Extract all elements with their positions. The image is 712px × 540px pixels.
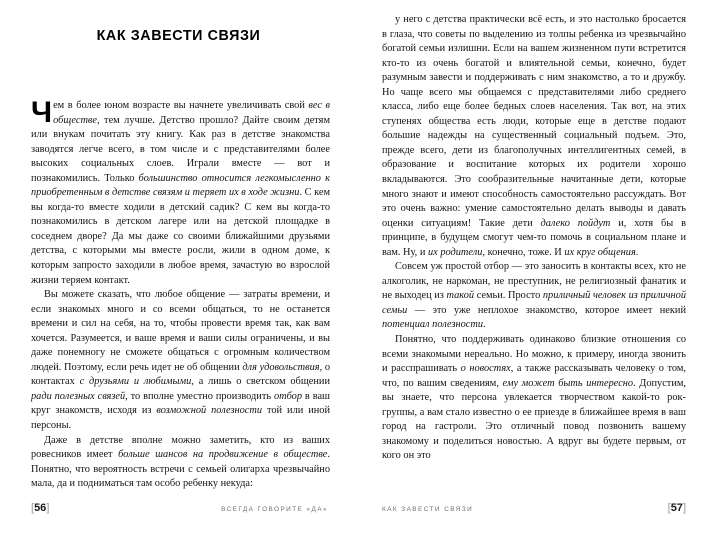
body-text: той или иной персоны. [31, 405, 330, 432]
body-text: , то вполне уместно производить [125, 390, 274, 402]
body-text: Понятно, что поддерживать одинаково близкие отношения со всеми знакомыми нереально. Но можно, к примеру, иногда звонить и расспрашивать [382, 334, 686, 375]
left-page-footer [31, 502, 330, 514]
emphasis-text: далеко пойдут [540, 217, 611, 229]
body-text: , о контактах [31, 361, 331, 388]
body-text: Вы можете сказать, что любое общение — затраты времени, и если знакомых много и со всеми общаться, то не останется времени и сил на себя, на то, чтобы провести время так, как вам хочется. Разумеется, и ваше время и ваши силы ограничены, и вы даже понемногу не сможете общаться с огромным количеством людей. Поэтому, если речь идет не об общении [31, 289, 330, 373]
body-text: Совсем уж простой отбор — это заносить в контакты всех, кто не алкоголик, не наркоман, не преступник, не религиозный фанатик и не выходец из [382, 261, 686, 302]
body-text: в ваш круг знакомств, исходя из [31, 390, 330, 417]
body-text: , а лишь о светском общении [191, 376, 330, 388]
body-text: . Допустим, вы знаете, что персона увлекается творчеством какой-то рок-группы, а вам стало известно о ее приезде в ближайшее время в ваш город на гастроли. Это отличный повод позвонить вашему знакомому и поделиться новостью. А вдруг вы будете первым, от кого он это [382, 377, 686, 462]
paragraph [31, 434, 330, 492]
bracket-open-left: [ [31, 502, 35, 514]
emphasis-text: больше шансов на продвижение в обществе [118, 449, 328, 461]
body-text: и, хотя бы в принципе, в будущем смогут чем-то помочь в социальном плане и вам. Ну, и [382, 217, 686, 258]
emphasis-text: приличный человек из приличной семьи [382, 290, 687, 316]
page-number-left [31, 502, 49, 514]
paragraph [31, 288, 330, 433]
drop-cap: Ч [31, 96, 53, 129]
body-text: . Понятно, что вероятность встречи с семьей олигарха чрезвычайно мала, да и подниматься там особо ребенку некуда: [31, 449, 330, 490]
body-text: , тем лучше. Детство прошло? Дайте своим детям или внукам почитать эту книгу. Как раз в детстве знакомства заводятся легче всего, в том числе и с представителями более высоких социальных слоев. Играли вместе — вот и познакомились. Только [31, 114, 330, 184]
emphasis-text: отбор [273, 390, 303, 402]
body-text: семьи. Просто [474, 290, 543, 302]
folio-number-left: 56 [34, 502, 47, 514]
body-text: , конечно, тоже. И [482, 246, 565, 258]
body-text: — это уже неплохое знакомство, которое имеет некий [407, 304, 686, 316]
emphasis-text: с друзьями и любимыми [79, 376, 192, 388]
folio-number-right: 57 [670, 502, 683, 514]
emphasis-text: о новостях [460, 363, 511, 375]
emphasis-text: вес в обществе [53, 100, 330, 126]
emphasis-text: ради полезных связей [31, 390, 126, 402]
paragraph [382, 260, 686, 333]
bracket-close-right: ] [682, 502, 686, 514]
left-page-text-column [31, 44, 330, 492]
body-text: . [483, 319, 486, 331]
body-text: . С кем вы когда-то вместе ходили в детский садик? С кем вы когда-то познакомились в детском лагере или на детской площадке в соседнем дворе? Да мы даже со своими ближайшими друзьями детства, с которыми мы вместе росли, жили в одном доме, к которым запросто заходили в любое время, зачастую во взрослой жизни теряем контакт. [31, 187, 331, 286]
right-page-text-column [382, 0, 686, 464]
body-text: у него с детства практически всё есть, и это настолько бросается в глаза, что советы по выделению из толпы ребенка из чрезвычайно богатой семьи излишни. Если на вашем жизненном пути встретится кто-то из очень богатой и влиятельной семьи, конечно, будет разумным завести и поддерживать с ним знакомство, а то и дружбу. Но чаще всего мы общаемся с представителями либо среднего класса, либо еще более бедных слоев населения. Так вот, на этих ступенях общества есть люди, которые еще в детстве подают большие надежды на существенный социальный подъем. Это, прежде всего, дети из благополучных интеллигентных семей, в образование и воспитание которых их родители хорошо вкладываются. Это сообразительные начитанные дети, которые много знают и имеют способность самостоятельно рассуждать. Вот это очень важно: умение самостоятельно делать выводы и давать оценки ситуациям! Такие дети [382, 14, 686, 229]
page-number-right [668, 502, 686, 514]
emphasis-text: потенциал полезности [382, 319, 484, 331]
chapter-title: КАК ЗАВЕСТИ СВЯЗИ [96, 28, 261, 44]
emphasis-text: большинство относится легкомысленно к приобретенным в детстве связям и теряет их в ходе жизни [31, 172, 330, 199]
running-head-left: ВСЕГДА ГОВОРИТЕ «ДА» [221, 506, 328, 513]
body-text: Даже в детстве вполне можно заметить, кто из ваших ровесников имеет [31, 434, 330, 461]
bracket-close-left: ] [46, 502, 50, 514]
body-text: , а также рассказывать человеку о том, что, по вашим сведениям, [382, 363, 686, 389]
paragraph [382, 13, 686, 260]
paragraph [31, 96, 331, 288]
emphasis-text: такой [446, 290, 475, 302]
bracket-open-right: [ [667, 502, 671, 514]
emphasis-text: их круг общения [564, 246, 636, 258]
emphasis-text: возможной полезности [156, 405, 263, 417]
emphasis-text: их родители [427, 246, 483, 258]
body-text: . [635, 246, 639, 258]
right-page [356, 0, 712, 540]
running-head-right: КАК ЗАВЕСТИ СВЯЗИ [382, 506, 474, 513]
body-text: ем в более юном возрасте вы начнете увеличивать свой [53, 100, 309, 111]
paragraph [382, 333, 686, 464]
emphasis-text: для удовольствия [242, 361, 320, 373]
right-page-footer [382, 502, 686, 514]
emphasis-text: ему может быть интересно [502, 377, 634, 389]
